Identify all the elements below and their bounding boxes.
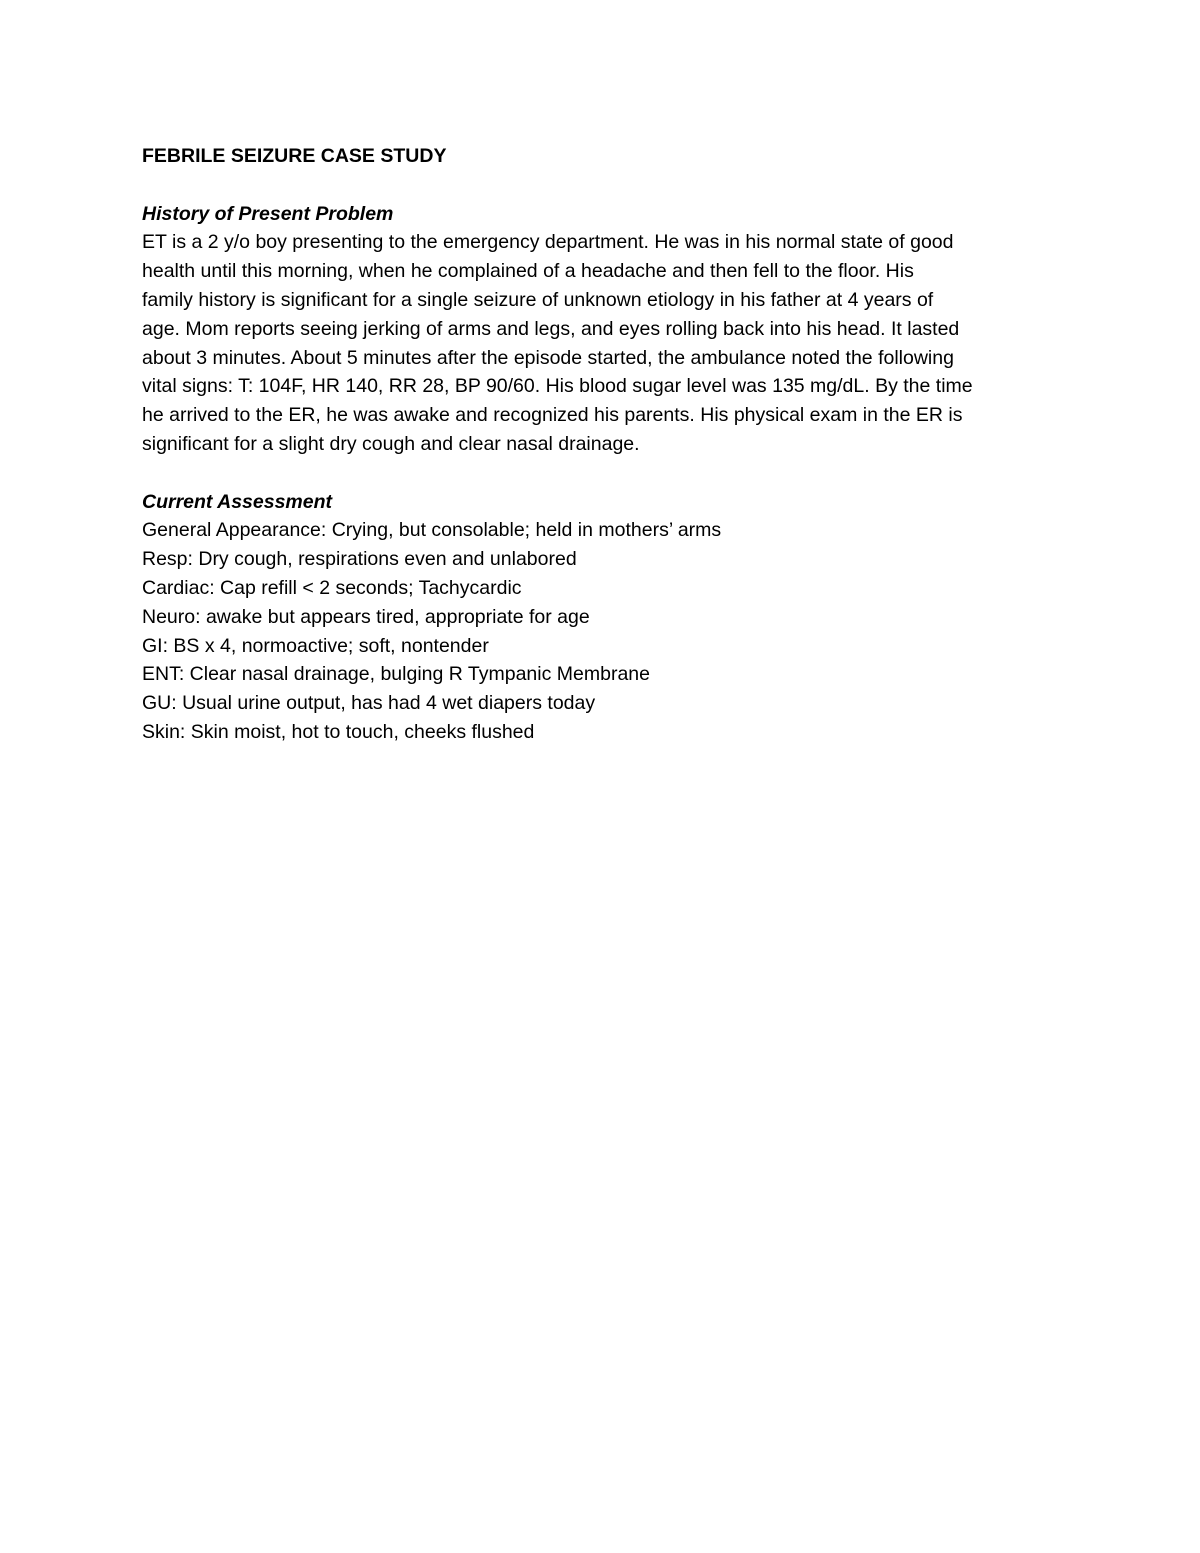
history-paragraph (142, 228, 1072, 458)
history-line: health until this morning, when he complained of a headache and then fell to the floor. His (142, 260, 914, 283)
document-body (142, 142, 1072, 747)
assessment-item-neuro: Neuro: awake but appears tired, appropriate for age (142, 605, 590, 628)
history-line: he arrived to the ER, he was awake and recognized his parents. His physical exam in the ER is (142, 404, 963, 427)
history-line: ET is a 2 y/o boy presenting to the emergency department. He was in his normal state of good (142, 231, 954, 254)
assessment-item-cardiac: Cardiac: Cap refill < 2 seconds; Tachycardic (142, 576, 522, 599)
blank-line (142, 459, 1072, 488)
assessment-item-gu: GU: Usual urine output, has had 4 wet diapers today (142, 692, 596, 715)
assessment-list (142, 516, 1072, 746)
assessment-item-ent: ENT: Clear nasal drainage, bulging R Tympanic Membrane (142, 663, 650, 686)
assessment-heading: Current Assessment (142, 490, 333, 513)
history-heading: History of Present Problem (142, 202, 394, 225)
assessment-item-gi: GI: BS x 4, normoactive; soft, nontender (142, 634, 489, 657)
document-title: FEBRILE SEIZURE CASE STUDY (142, 145, 447, 167)
assessment-item-resp: Resp: Dry cough, respirations even and unlabored (142, 548, 577, 571)
history-line: significant for a slight dry cough and clear nasal drainage. (142, 432, 640, 455)
assessment-item-general-appearance: General Appearance: Crying, but consolable; held in mothers’ arms (142, 519, 722, 542)
blank-line (142, 171, 1072, 200)
history-line: family history is significant for a single seizure of unknown etiology in his father at 4 years of (142, 288, 934, 311)
history-line: age. Mom reports seeing jerking of arms and legs, and eyes rolling back into his head. It lasted (142, 317, 960, 340)
history-line: about 3 minutes. About 5 minutes after the episode started, the ambulance noted the following (142, 346, 954, 369)
history-line: vital signs: T: 104F, HR 140, RR 28, BP 90/60. His blood sugar level was 135 mg/dL. By the time (142, 375, 973, 398)
assessment-item-skin: Skin: Skin moist, hot to touch, cheeks flushed (142, 720, 535, 743)
